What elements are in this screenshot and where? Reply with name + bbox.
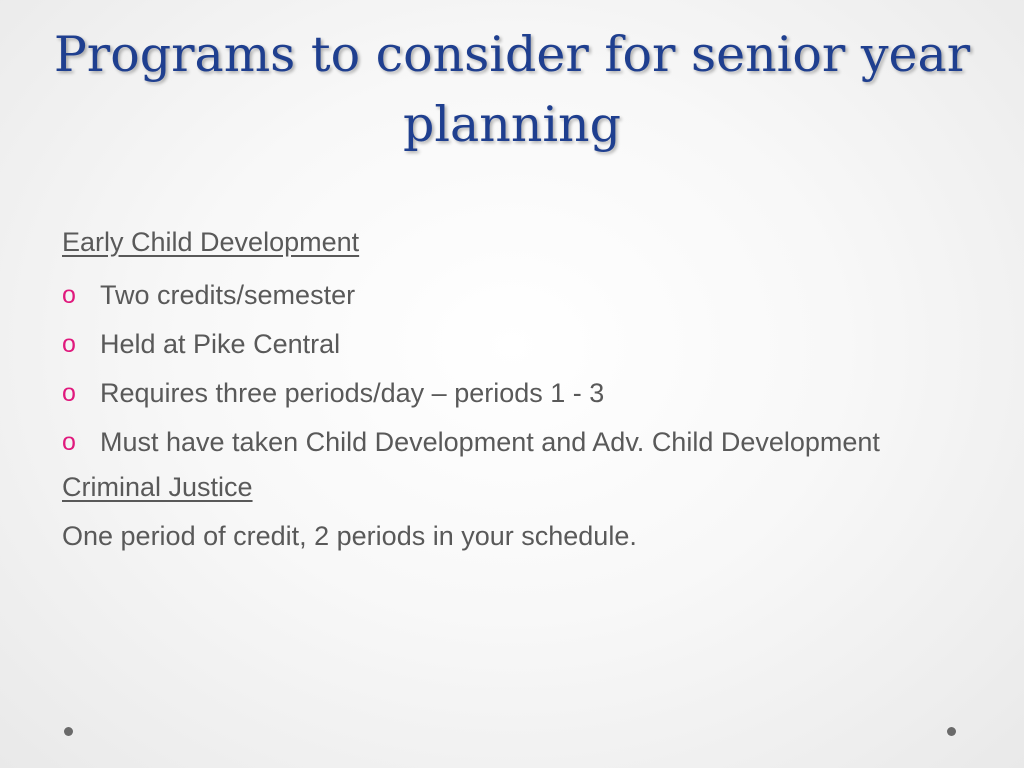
list-item xyxy=(62,373,962,413)
bullet-text: Requires three periods/day – periods 1 - 3 xyxy=(100,378,605,408)
bullet-text: Must have taken Child Development and Adv. Child Development xyxy=(100,427,880,457)
bullet-marker: o xyxy=(62,281,76,309)
bullet-marker: o xyxy=(62,379,76,407)
section-heading-early-child-development: Early Child Development xyxy=(62,227,360,257)
slide-title: Programs to consider for senior year planning xyxy=(53,26,971,153)
decorative-dot-right xyxy=(947,727,956,736)
decorative-dot-left xyxy=(64,727,73,736)
list-item xyxy=(62,422,962,462)
section-heading-criminal-justice: Criminal Justice xyxy=(62,472,253,502)
bullet-list xyxy=(62,275,962,462)
list-item xyxy=(62,324,962,364)
criminal-justice-note: One period of credit, 2 periods in your schedule. xyxy=(62,521,637,551)
slide-body xyxy=(62,226,962,569)
bullet-text: Two credits/semester xyxy=(100,280,356,310)
bullet-text: Held at Pike Central xyxy=(100,329,341,359)
bullet-marker: o xyxy=(62,330,76,358)
bullet-marker: o xyxy=(62,428,76,456)
list-item xyxy=(62,275,962,315)
